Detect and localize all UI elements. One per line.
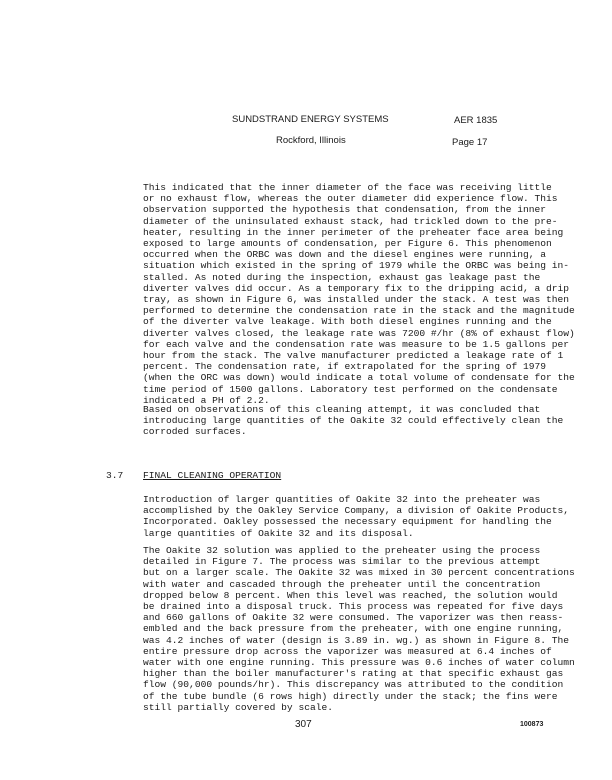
header-doc-id: AER 1835 bbox=[454, 115, 498, 126]
text-line: Incorporated. Oakley possessed the necessary equipment for handling the bbox=[143, 516, 552, 528]
text-line: stalled. As noted during the inspection, exhaust gas leakage past the bbox=[143, 271, 541, 283]
text-line: exposed to large amounts of condensation, per Figure 6. This phenomenon bbox=[143, 238, 552, 250]
text-line: for each valve and the condensation rate was measure to be 1.5 gallons per bbox=[143, 338, 570, 350]
text-line: entire pressure drop across the vaporizer was measured at 6.4 inches of bbox=[143, 645, 552, 657]
text-line: (when the ORC was down) would indicate a total volume of condensate for the bbox=[143, 372, 575, 384]
text-line: percent. The condensation rate, if extrapolated for the spring of 1979 bbox=[143, 361, 547, 373]
text-line: water with one engine running. This pressure was 0.6 inches of water column bbox=[143, 657, 575, 669]
text-line: This indicated that the inner diameter of the face was receiving little bbox=[143, 182, 552, 193]
text-line: Introduction of larger quantities of Oakite 32 into the preheater was bbox=[143, 494, 541, 505]
section-number: 3.7 bbox=[106, 470, 124, 481]
header-page-label: Page 17 bbox=[452, 137, 488, 148]
header-location: Rockford, Illinois bbox=[276, 135, 346, 146]
text-line: time period of 1500 gallons. Laboratory test performed on the condensate bbox=[143, 383, 558, 395]
text-line: embled and the back pressure from the preheater, with one engine running, bbox=[143, 623, 564, 635]
text-line: was 4.2 inches of water (design is 3.89 in. wg.) as shown in Figure 8. The bbox=[143, 634, 570, 646]
text-line: of the tube bundle (6 rows high) directly under the stack; the fins were bbox=[143, 690, 558, 702]
body-paragraph-1 bbox=[143, 182, 575, 406]
text-line: heater, resulting in the inner perimeter of the preheater face area being bbox=[143, 226, 564, 238]
text-line: detailed in Figure 7. The process was similar to the previous attempt bbox=[143, 556, 541, 568]
text-line: of the diverter valve leakage. With both diesel engines running and the bbox=[143, 316, 552, 328]
text-line: flow (90,000 pounds/hr). This discrepancy was attributed to the condition bbox=[143, 679, 564, 691]
section-title: FINAL CLEANING OPERATION bbox=[143, 470, 282, 481]
text-line: introducing large quantities of the Oakite 32 could effectively clean the bbox=[143, 415, 564, 427]
text-line: higher than the boiler manufacturer's rating at that specific exhaust gas bbox=[143, 668, 564, 680]
text-line: indicated a PH of 2.2. bbox=[143, 394, 270, 406]
text-line: hour from the stack. The valve manufacturer predicted a leakage rate of 1 bbox=[143, 350, 564, 362]
body-paragraph-2 bbox=[143, 404, 564, 438]
text-line: diameter of the uninsulated exhaust stack, had trickled down to the pre- bbox=[143, 215, 558, 227]
text-line: diverter valves did occur. As a temporary fix to the dripping acid, a drip bbox=[143, 282, 570, 294]
text-line: and 660 gallons of Oakite 32 were consumed. The vaporizer was then reass- bbox=[143, 612, 564, 624]
text-line: or no exhaust flow, whereas the outer diameter did experience flow. This bbox=[143, 193, 558, 205]
text-line: tray, as shown in Figure 6, was installed under the stack. A test was then bbox=[143, 294, 570, 306]
text-line: Based on observations of this cleaning attempt, it was concluded that bbox=[143, 404, 541, 415]
footer-doc-code: 100873 bbox=[520, 721, 544, 728]
text-line: with water and cascaded through the preheater until the concentration bbox=[143, 578, 541, 590]
text-line: large quantities of Oakite 32 and its disposal. bbox=[143, 527, 414, 539]
text-line: corroded surfaces. bbox=[143, 426, 247, 438]
text-line: dropped below 8 percent. When this level was reached, the solution would bbox=[143, 589, 558, 601]
text-line: occurred when the ORBC was down and the diesel engines were running, a bbox=[143, 249, 547, 261]
text-line: still partially covered by scale. bbox=[143, 701, 333, 713]
text-line: The Oakite 32 solution was applied to the preheater using the process bbox=[143, 545, 541, 556]
body-paragraph-4 bbox=[143, 545, 575, 713]
text-line: observation supported the hypothesis that condensation, from the inner bbox=[143, 204, 547, 216]
body-paragraph-3 bbox=[143, 494, 570, 539]
text-line: but on a larger scale. The Oakite 32 was mixed in 30 percent concentrations bbox=[143, 567, 575, 579]
header-company: SUNDSTRAND ENERGY SYSTEMS bbox=[232, 114, 389, 125]
text-line: situation which existed in the spring of 1979 while the ORBC was being in- bbox=[143, 260, 570, 272]
footer-page-number: 307 bbox=[295, 719, 312, 730]
text-line: accomplished by the Oakley Service Company, a division of Oakite Products, bbox=[143, 505, 570, 517]
text-line: be drained into a disposal truck. This process was repeated for five days bbox=[143, 601, 564, 613]
text-line: diverter valves closed, the leakage rate was 7200 #/hr (8% of exhaust flow) bbox=[143, 327, 575, 339]
text-line: performed to determine the condensation rate in the stack and the magnitude bbox=[143, 305, 575, 317]
